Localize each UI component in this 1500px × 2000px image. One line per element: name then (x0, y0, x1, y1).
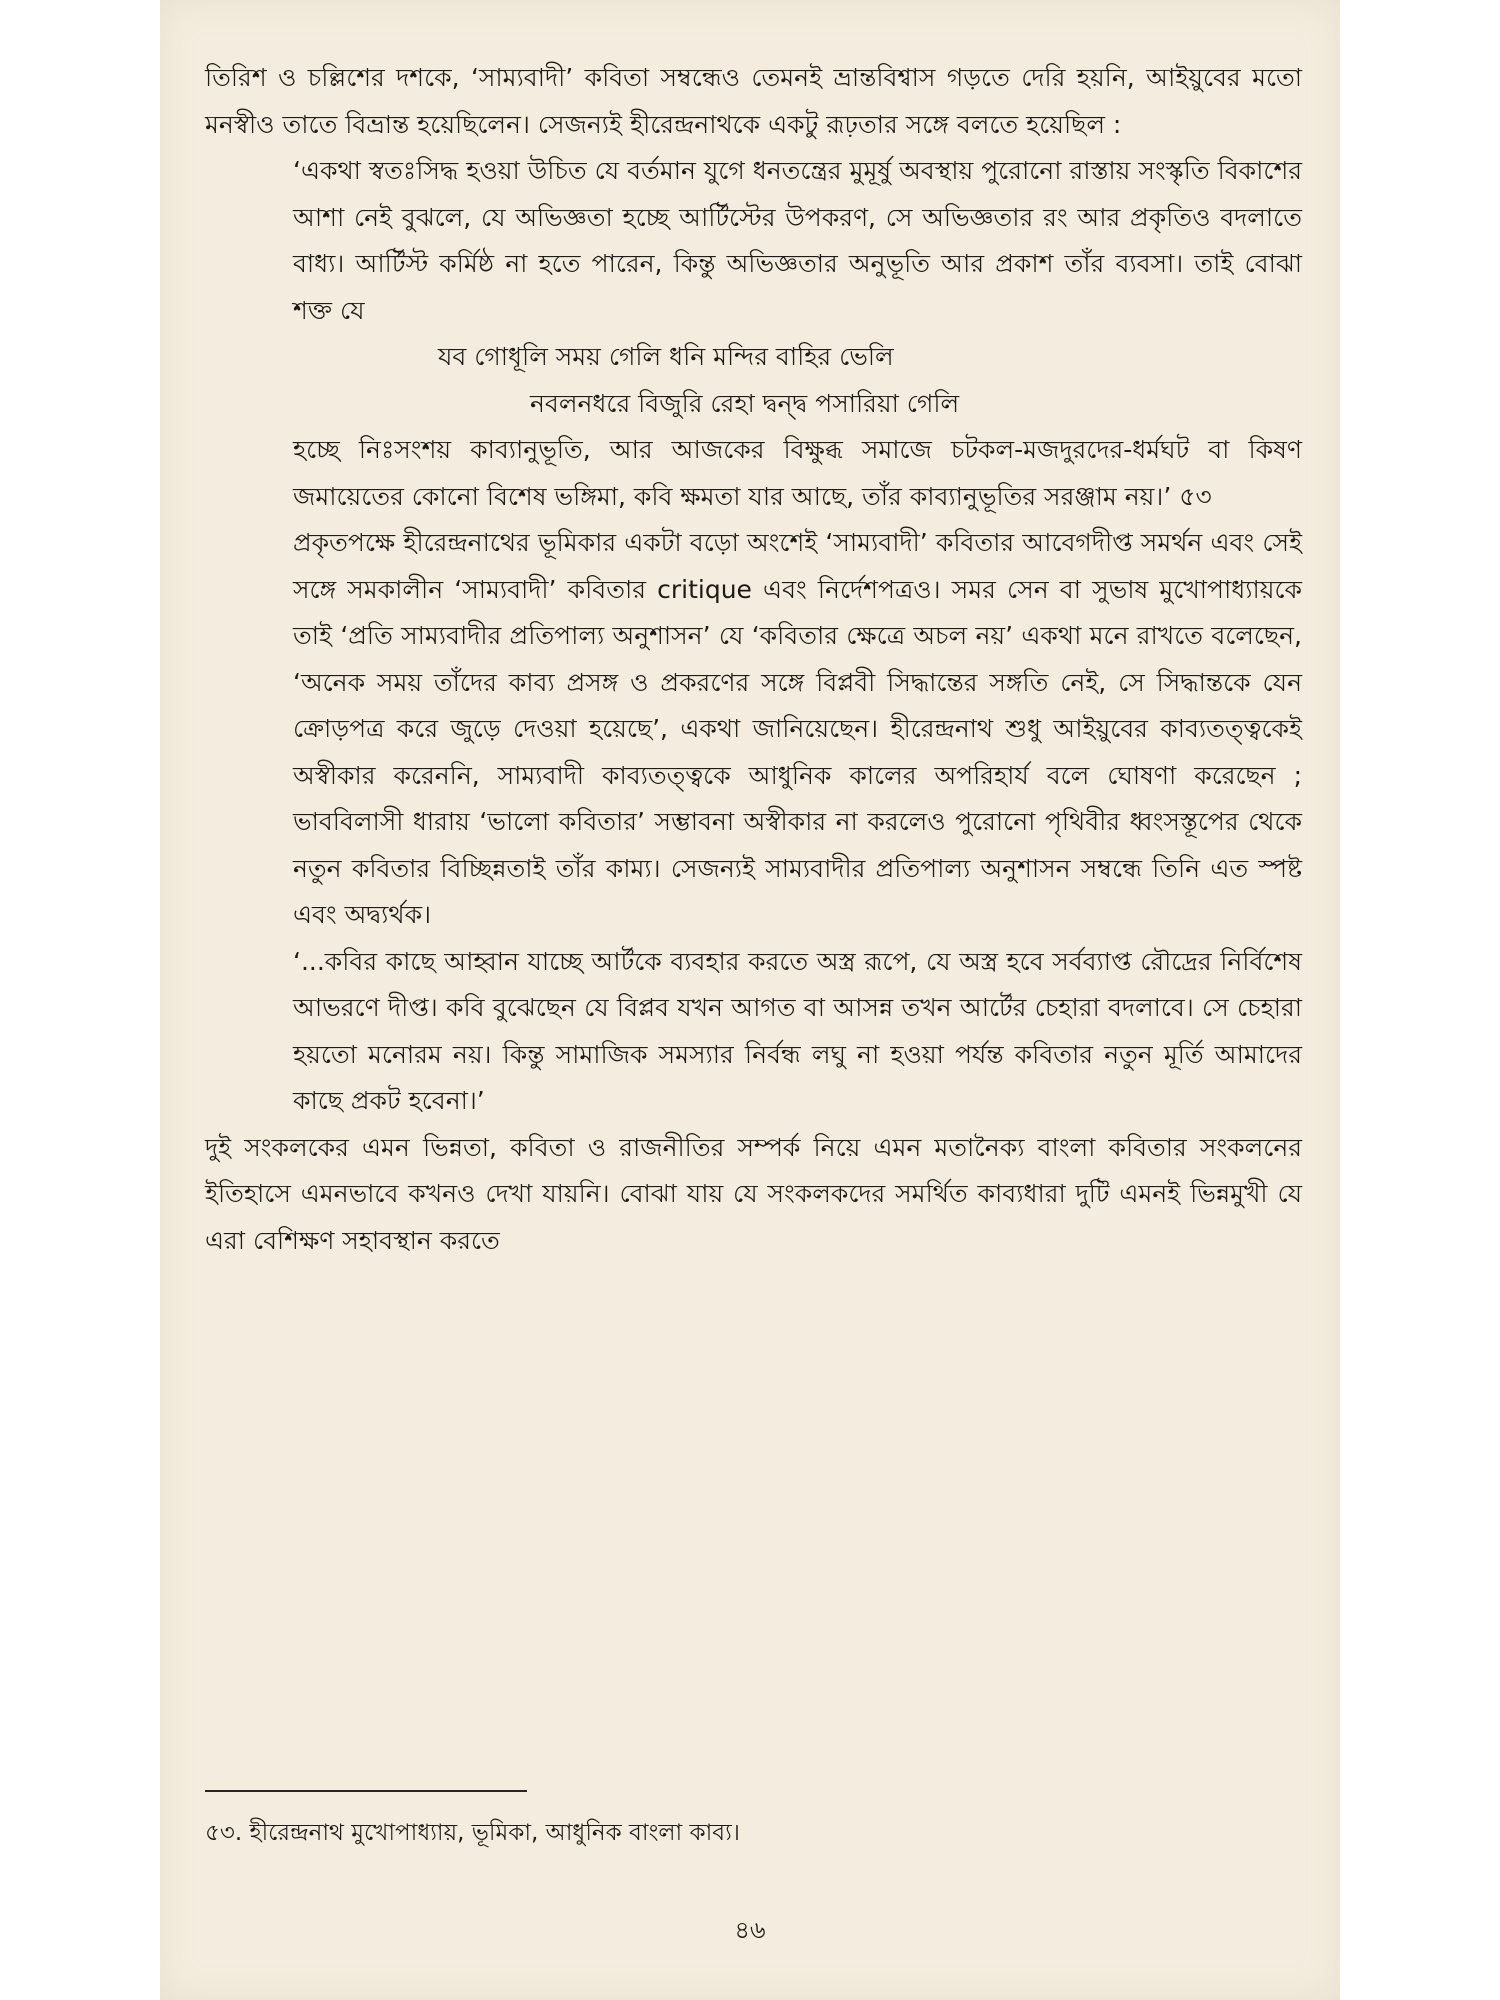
book-page (160, 0, 1340, 2000)
paragraph-1: তিরিশ ও চল্লিশের দশকে, ‘সাম্যবাদী’ কবিতা সম্বন্ধেও তেমনই ভ্রান্তবিশ্বাস গড়তে দেরি হয়নি, আইয়ুবের মতো মনস্বীও তাতে বিভ্রান্ত হয়েছিলেন। সেজন্যই হীরেন্দ্রনাথকে একটু রূঢ়তার সঙ্গে বলতে হয়েছিল : (205, 63, 1302, 139)
paragraph-2: প্রকৃতপক্ষে হীরেন্দ্রনাথের ভূমিকার একটা বড়ো অংশেই ‘সাম্যবাদী’ কবিতার আবেগদীপ্ত সমর্থন এবং সেই সঙ্গে সমকালীন ‘সাম্যবাদী’ কবিতার critique এবং নির্দেশপত্রও। সমর সেন বা সুভাষ মুখোপাধ্যায়কে তাই ‘প্রতি সাম্যবাদীর প্রতিপাল্য অনুশাসন’ যে ‘কবিতার ক্ষেত্রে অচল নয়’ একথা মনে রাখতে বলেছেন, ‘অনেক সময় তাঁদের কাব্য প্রসঙ্গ ও প্রকরণের সঙ্গে বিপ্লবী সিদ্ধান্তের সঙ্গতি নেই, সে সিদ্ধান্তকে যেন ক্রোড়পত্র করে জুড়ে দেওয়া হয়েছে’, একথা জানিয়েছেন। হীরেন্দ্রনাথ শুধু আইয়ুবের কাব্যতত্ত্বকেই অস্বীকার করেননি, সাম্যবাদী কাব্যতত্ত্বকে আধুনিক কালের অপরিহার্য বলে ঘোষণা করেছেন ; ভাববিলাসী ধারায় ‘ভালো কবিতার’ সম্ভাবনা অস্বীকার না করলেও পুরোনো পৃথিবীর ধ্বংসস্তূপের থেকে নতুন কবিতার বিচ্ছিন্নতাই তাঁর কাম্য। সেজন্যই সাম্যবাদীর প্রতিপাল্য অনুশাসন সম্বন্ধে তিনি এত স্পষ্ট এবং অদ্ব্যর্থক। (293, 528, 1302, 929)
page-number: ৪৬ (734, 1916, 766, 1944)
page-body (205, 55, 1302, 1264)
footnote-divider (205, 1790, 527, 1792)
footnote: ৫৩. হীরেন্দ্রনাথ মুখোপাধ্যায়, ভূমিকা, আধুনিক বাংলা কাব্য। (205, 1820, 740, 1846)
quote-1: ‘একথা স্বতঃসিদ্ধ হওয়া উচিত যে বর্তমান যুগে ধনতন্ত্রের মুমূর্ষু অবস্থায় পুরোনো রাস্তায় সংস্কৃতি বিকাশের আশা নেই বুঝলে, যে অভিজ্ঞতা হচ্ছে আর্টিস্টের উপকরণ, সে অভিজ্ঞতার রং আর প্রকৃতিও বদলাতে বাধ্য। আর্টিস্ট কর্মিষ্ঠ না হতে পারেন, কিন্তু অভিজ্ঞতার অনুভূতি আর প্রকাশ তাঁর ব্যবসা। তাই বোঝা শক্ত যে (293, 156, 1302, 325)
verse-line-2: নবলনধরে বিজুরি রেহা দ্বন্দ্ব পসারিয়া গেলি (530, 388, 960, 418)
quote-3: ‘...কবির কাছে আহ্বান যাচ্ছে আর্টকে ব্যবহার করতে অস্ত্র রূপে, যে অস্ত্র হবে সর্বব্যাপ্ত রৌদ্রের নির্বিশেষ আভরণে দীপ্ত। কবি বুঝেছেন যে বিপ্লব যখন আগত বা আসন্ন তখন আর্টের চেহারা বদলাবে। সে চেহারা হয়তো মনোরম নয়। কিন্তু সামাজিক সমস্যার নির্বন্ধ লঘু না হওয়া পর্যন্ত কবিতার নতুন মূর্তি আমাদের কাছে প্রকট হবেনা।’ (293, 946, 1302, 1115)
quote-2: হচ্ছে নিঃসংশয় কাব্যানুভূতি, আর আজকের বিক্ষুব্ধ সমাজে চটকল-মজদুরদের-ধর্মঘট বা কিষণ জমায়েতের কোনো বিশেষ ভঙ্গিমা, কবি ক্ষমতা যার আছে, তাঁর কাব্যানুভূতির সরঞ্জাম নয়।’ ৫৩ (293, 435, 1302, 511)
verse-line-1: যব গোধূলি সময় গেলি ধনি মন্দির বাহির ভেলি (438, 342, 894, 371)
paragraph-3: দুই সংকলকের এমন ভিন্নতা, কবিতা ও রাজনীতির সম্পর্ক নিয়ে এমন মতানৈক্য বাংলা কবিতার সংকলনের ইতিহাসে এমনভাবে কখনও দেখা যায়নি। বোঝা যায় যে সংকলকদের সমর্থিত কাব্যধারা দুটি এমনই ভিন্নমুখী যে এরা বেশিক্ষণ সহাবস্থান করতে (205, 1132, 1302, 1255)
